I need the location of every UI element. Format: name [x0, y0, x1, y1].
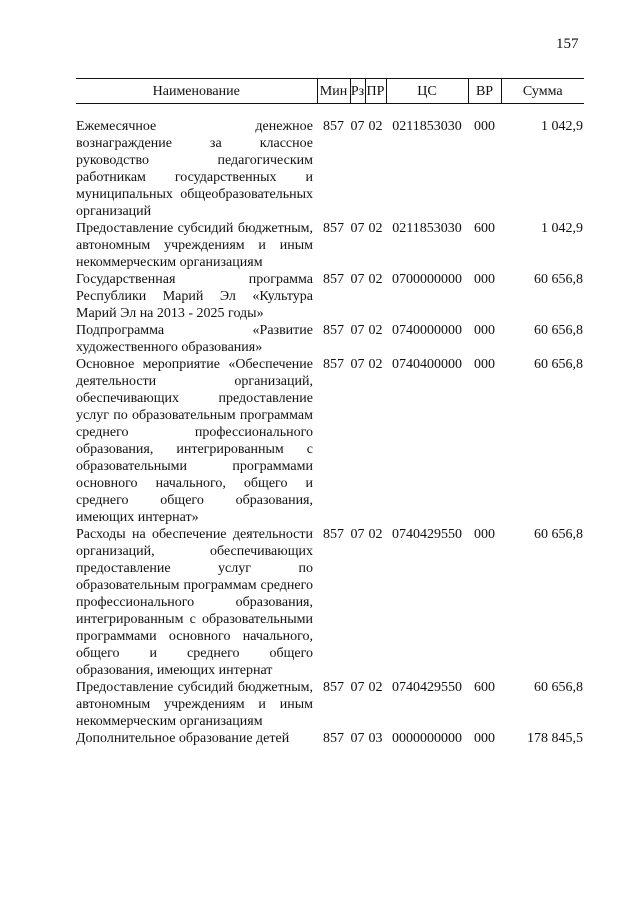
- row-cs: 0740429550: [392, 527, 462, 542]
- row-pr: 02: [368, 221, 383, 236]
- row-sum: 60 656,8: [534, 357, 583, 372]
- header-vr: ВР: [468, 79, 501, 104]
- row-pr: 02: [368, 272, 383, 287]
- row-name: Предоставление субсидий бюджетным, автономным учреждениям и иным некоммерческим организациям: [76, 221, 313, 270]
- table-row: [76, 118, 584, 220]
- row-cs: 0000000000: [392, 731, 462, 746]
- row-vr: 000: [474, 357, 495, 372]
- row-min: 857: [323, 272, 344, 287]
- table-body: [76, 104, 584, 748]
- row-name: Дополнительное образование детей: [76, 731, 290, 746]
- row-cs: 0211853030: [392, 221, 462, 236]
- row-cs: 0740000000: [392, 323, 462, 338]
- row-vr: 600: [474, 221, 495, 236]
- table-header: [76, 79, 584, 104]
- row-vr: 000: [474, 323, 495, 338]
- row-vr: 000: [474, 119, 495, 134]
- table-row: [76, 679, 584, 730]
- row-rz: 07: [350, 680, 365, 695]
- row-name: Подпрограмма «Развитие художественного образования»: [76, 323, 313, 355]
- row-min: 857: [323, 119, 344, 134]
- table-row: [76, 730, 584, 747]
- row-min: 857: [323, 731, 344, 746]
- row-name: Ежемесячное денежное вознаграждение за классное руководство педагогическим работникам государственных и муниципальных общеобразовательных организаций: [76, 119, 313, 219]
- row-sum: 60 656,8: [534, 527, 583, 542]
- row-pr: 03: [368, 731, 383, 746]
- row-vr: 600: [474, 680, 495, 695]
- row-pr: 02: [368, 119, 383, 134]
- row-name: Государственная программа Республики Марий Эл «Культура Марий Эл на 2013 - 2025 годы»: [76, 272, 313, 321]
- row-min: 857: [323, 680, 344, 695]
- table-row: [76, 322, 584, 356]
- row-min: 857: [323, 527, 344, 542]
- table-row: [76, 526, 584, 679]
- header-pr: ПР: [365, 79, 386, 104]
- row-cs: 0211853030: [392, 119, 462, 134]
- budget-table: [76, 78, 584, 747]
- row-rz: 07: [350, 119, 365, 134]
- page-number: 157: [556, 36, 579, 52]
- header-row: [76, 79, 584, 104]
- row-rz: 07: [350, 272, 365, 287]
- row-name: Расходы на обеспечение деятельности организаций, обеспечивающих предоставление услуг по образовательным программам среднего профессионального образования, интегрированным с образовательными программами основного начального, общего и среднего общего образования, имеющих интернат: [76, 527, 313, 678]
- row-min: 857: [323, 221, 344, 236]
- row-vr: 000: [474, 527, 495, 542]
- table-row: [76, 356, 584, 526]
- header-min: Мин: [317, 79, 350, 104]
- row-name: Основное мероприятие «Обеспечение деятельности организаций, обеспечивающих предоставление услуг по образовательным программам среднего профессионального образования, интегрированным с образовательными программами основного начального, общего и среднего общего образования, имеющих интернат»: [76, 357, 313, 525]
- header-name: Наименование: [76, 79, 317, 104]
- row-rz: 07: [350, 731, 365, 746]
- header-spacer: [76, 104, 584, 119]
- row-name: Предоставление субсидий бюджетным, автономным учреждениям и иным некоммерческим организациям: [76, 680, 313, 729]
- row-rz: 07: [350, 323, 365, 338]
- header-rz: Рз: [350, 79, 365, 104]
- header-sum: Сумма: [501, 79, 584, 104]
- row-pr: 02: [368, 680, 383, 695]
- row-vr: 000: [474, 731, 495, 746]
- row-pr: 02: [368, 357, 383, 372]
- row-cs: 0700000000: [392, 272, 462, 287]
- row-rz: 07: [350, 527, 365, 542]
- row-sum: 178 845,5: [527, 731, 583, 746]
- budget-table-container: [76, 78, 584, 747]
- row-sum: 60 656,8: [534, 680, 583, 695]
- row-cs: 0740429550: [392, 680, 462, 695]
- row-sum: 60 656,8: [534, 272, 583, 287]
- row-pr: 02: [368, 323, 383, 338]
- row-pr: 02: [368, 527, 383, 542]
- row-cs: 0740400000: [392, 357, 462, 372]
- row-min: 857: [323, 323, 344, 338]
- table-row: [76, 271, 584, 322]
- table-row: [76, 220, 584, 271]
- row-min: 857: [323, 357, 344, 372]
- row-rz: 07: [350, 221, 365, 236]
- row-sum: 1 042,9: [541, 119, 583, 134]
- header-cs: ЦС: [386, 79, 468, 104]
- row-vr: 000: [474, 272, 495, 287]
- row-sum: 60 656,8: [534, 323, 583, 338]
- row-rz: 07: [350, 357, 365, 372]
- row-sum: 1 042,9: [541, 221, 583, 236]
